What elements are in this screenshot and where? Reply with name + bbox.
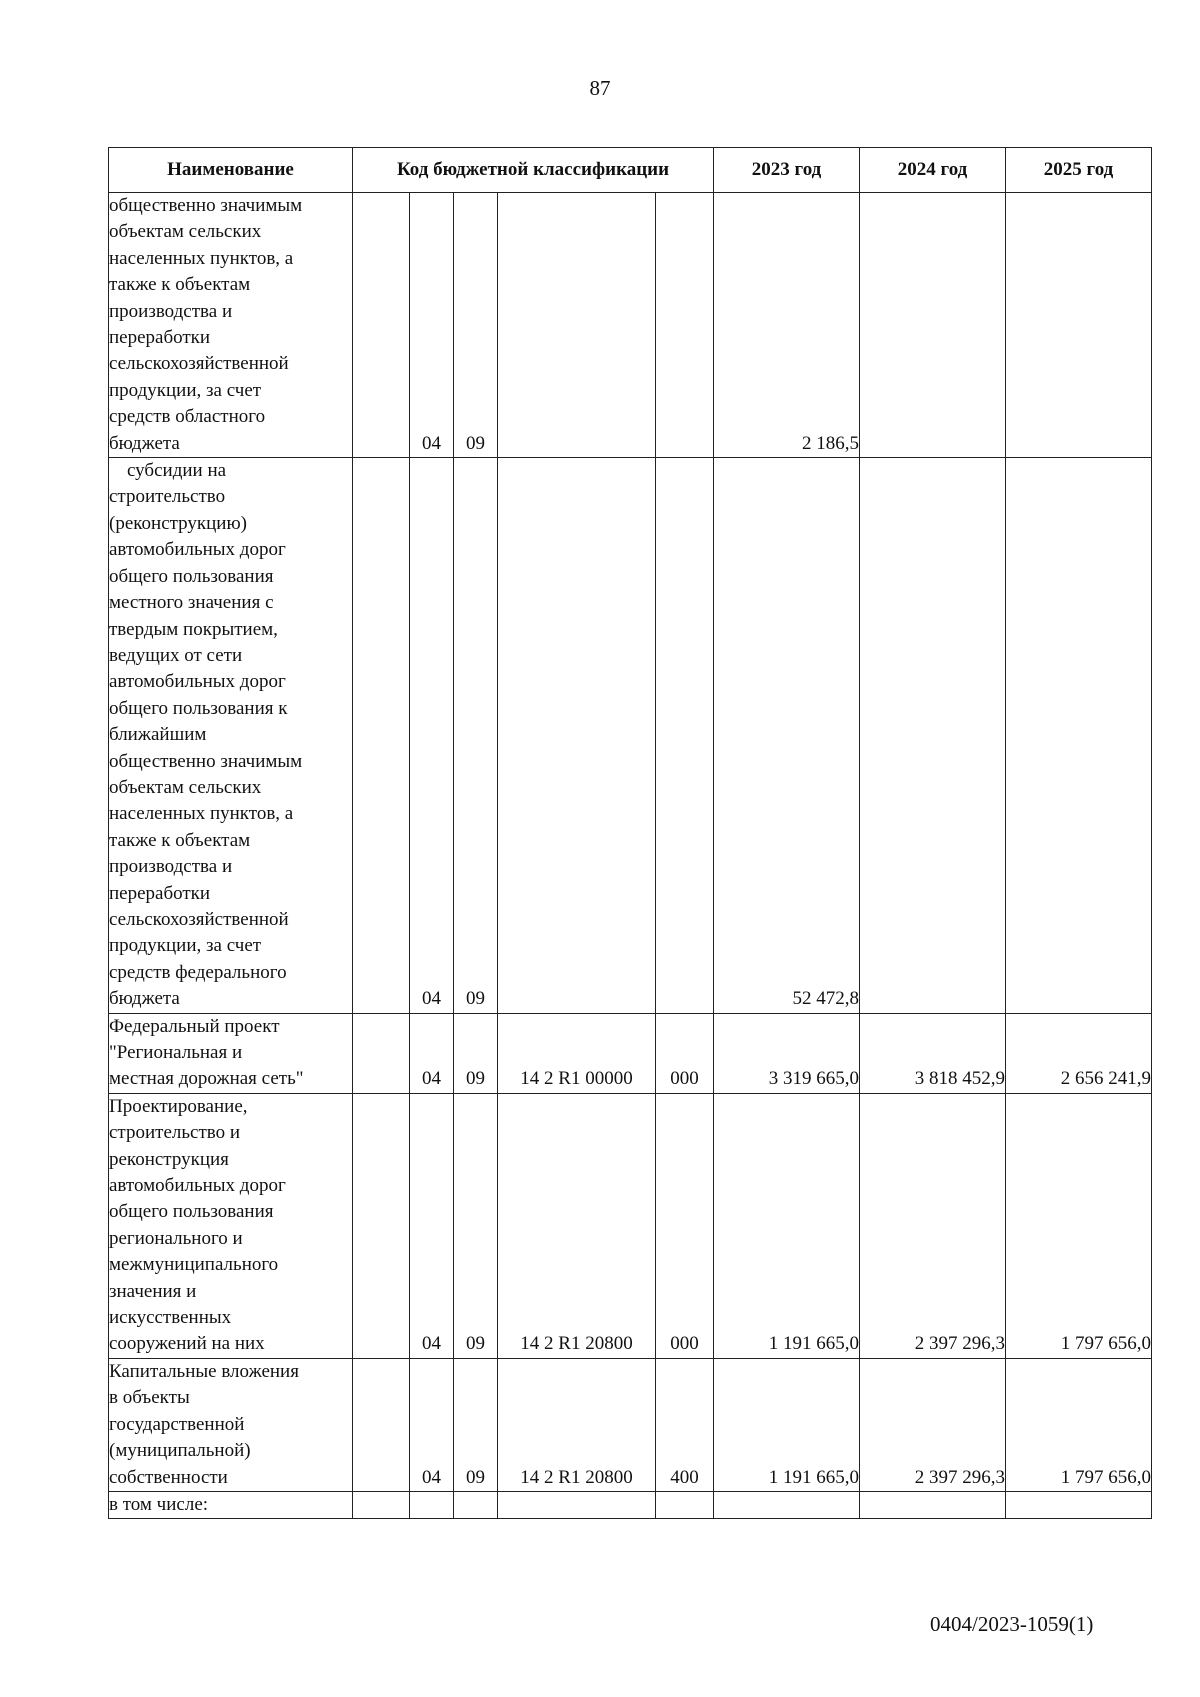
code-cell-c3 [454, 1491, 498, 1518]
row-name-line: бюджета [109, 432, 180, 454]
row-name-line: ближайшим [109, 724, 207, 746]
code-cell-c4: 14 2 R1 20800 [498, 1358, 656, 1491]
code-cell-c4 [498, 458, 656, 1014]
amount-cell-y2025: 1 797 656,0 [1006, 1358, 1152, 1491]
code-cell-c4 [498, 1491, 656, 1518]
row-name-line: в объекты [109, 1387, 190, 1409]
code-cell-c1 [353, 1491, 410, 1518]
code-cell-c2: 04 [410, 1013, 454, 1093]
code-cell-c5: 000 [656, 1013, 714, 1093]
row-name-line: значения и [109, 1280, 197, 1302]
budget-table [108, 147, 1152, 1519]
row-name-line: (реконструкцию) [109, 512, 248, 534]
document-code: 0404/2023-1059(1) [930, 1612, 1094, 1636]
row-name-line: местная дорожная сеть" [109, 1068, 304, 1090]
row-name-line: общего пользования [109, 1201, 274, 1223]
amount-cell-y2023: 2 186,5 [714, 193, 860, 458]
page-number: 87 [589, 76, 611, 100]
amount-cell-y2024: 2 397 296,3 [860, 1358, 1006, 1491]
header-2023: 2023 год [714, 148, 860, 193]
amount-cell-y2025 [1006, 1491, 1152, 1518]
code-cell-c1 [353, 1013, 410, 1093]
code-cell-c2: 04 [410, 1093, 454, 1358]
code-cell-c2: 04 [410, 1358, 454, 1491]
row-name-line: общего пользования [109, 565, 274, 587]
row-name-line: сооружений на них [109, 1333, 265, 1355]
row-name-line: также к объектам [109, 829, 251, 851]
row-name-line: межмуниципального [109, 1254, 279, 1276]
row-name-line: сельскохозяйственной [109, 908, 289, 930]
code-cell-c3: 09 [454, 193, 498, 458]
amount-cell-y2025 [1006, 458, 1152, 1014]
amount-cell-y2024: 2 397 296,3 [860, 1093, 1006, 1358]
row-name-line: средств областного [109, 406, 266, 428]
row-name-line: автомобильных дорог [109, 1175, 286, 1197]
table-row [109, 193, 1152, 458]
code-cell-c3: 09 [454, 1013, 498, 1093]
code-cell-c2: 04 [410, 193, 454, 458]
row-name-line: общественно значимым [109, 750, 303, 772]
row-name-line: общего пользования к [109, 697, 288, 719]
row-name-cell [109, 1013, 353, 1093]
code-cell-c4: 14 2 R1 20800 [498, 1093, 656, 1358]
row-name-line: объектам сельских [109, 776, 262, 798]
amount-cell-y2024 [860, 458, 1006, 1014]
code-cell-c5 [656, 458, 714, 1014]
code-cell-c1 [353, 193, 410, 458]
code-cell-c2: 04 [410, 458, 454, 1014]
row-name-line: общественно значимым [109, 195, 303, 216]
row-name-line: также к объектам [109, 274, 251, 296]
table-row [109, 458, 1152, 1014]
row-name-line: строительство и [109, 1122, 241, 1144]
row-name-line: собственности [109, 1466, 228, 1488]
header-2024: 2024 год [860, 148, 1006, 193]
row-name-cell [109, 1358, 353, 1491]
row-name-cell [109, 1093, 353, 1358]
row-name-line: "Региональная и [109, 1042, 243, 1063]
row-name-line: средств федерального [109, 961, 287, 983]
row-name-cell [109, 1491, 353, 1518]
row-name-line: Федеральный проект [109, 1015, 280, 1037]
table-body [109, 193, 1152, 1519]
header-2025: 2025 год [1006, 148, 1152, 193]
row-name-line: производства и [109, 300, 233, 322]
code-cell-c5: 000 [656, 1093, 714, 1358]
code-cell-c1 [353, 1093, 410, 1358]
row-name-cell [109, 193, 353, 458]
table-row [109, 1093, 1152, 1358]
table-row [109, 1013, 1152, 1093]
row-name-cell [109, 458, 353, 1014]
row-name-line: Капитальные вложения [109, 1360, 299, 1382]
code-cell-c3: 09 [454, 1093, 498, 1358]
amount-cell-y2023: 3 319 665,0 [714, 1013, 860, 1093]
amount-cell-y2024 [860, 193, 1006, 458]
amount-cell-y2025: 2 656 241,9 [1006, 1013, 1152, 1093]
row-name-line: продукции, за счет [109, 935, 262, 957]
row-name-line: населенных пунктов, а [109, 247, 294, 269]
row-name-line: переработки [109, 882, 211, 904]
row-name-line: ведущих от сети [109, 644, 243, 666]
row-name-line: реконструкция [109, 1148, 229, 1170]
header-code: Код бюджетной классификации [353, 148, 714, 193]
amount-cell-y2023: 1 191 665,0 [714, 1358, 860, 1491]
row-name-line: населенных пунктов, а [109, 803, 294, 825]
amount-cell-y2023: 52 472,8 [714, 458, 860, 1014]
row-name-line: сельскохозяйственной [109, 353, 289, 375]
row-name-line: автомобильных дорог [109, 671, 286, 693]
row-name-line: твердым покрытием, [109, 618, 278, 640]
amount-cell-y2023: 1 191 665,0 [714, 1093, 860, 1358]
code-cell-c5 [656, 193, 714, 458]
table-row [109, 1491, 1152, 1518]
code-cell-c4: 14 2 R1 00000 [498, 1013, 656, 1093]
row-name-line: субсидии на [127, 460, 227, 482]
row-name-line: продукции, за счет [109, 379, 262, 401]
row-name-line: автомобильных дорог [109, 539, 286, 561]
row-name-line: в том числе: [109, 1493, 209, 1515]
row-name-line: Проектирование, [109, 1095, 248, 1117]
code-cell-c1 [353, 458, 410, 1014]
row-name-line: бюджета [109, 988, 180, 1010]
code-cell-c3: 09 [454, 1358, 498, 1491]
row-name-line: местного значения с [109, 592, 274, 614]
row-name-line: переработки [109, 327, 211, 349]
code-cell-c4 [498, 193, 656, 458]
amount-cell-y2025 [1006, 193, 1152, 458]
table-row [109, 1358, 1152, 1491]
code-cell-c3: 09 [454, 458, 498, 1014]
row-name-line: объектам сельских [109, 221, 262, 243]
row-name-line: строительство [109, 486, 226, 508]
code-cell-c5: 400 [656, 1358, 714, 1491]
code-cell-c1 [353, 1358, 410, 1491]
header-name: Наименование [109, 148, 353, 193]
table-header-row [109, 148, 1152, 193]
code-cell-c5 [656, 1491, 714, 1518]
row-name-line: (муниципальной) [109, 1440, 251, 1462]
row-name-line: производства и [109, 856, 233, 878]
amount-cell-y2025: 1 797 656,0 [1006, 1093, 1152, 1358]
amount-cell-y2024: 3 818 452,9 [860, 1013, 1006, 1093]
code-cell-c2 [410, 1491, 454, 1518]
row-name-line: искусственных [109, 1307, 232, 1329]
row-name-line: регионального и [109, 1227, 243, 1249]
row-name-line: государственной [109, 1413, 245, 1435]
amount-cell-y2023 [714, 1491, 860, 1518]
amount-cell-y2024 [860, 1491, 1006, 1518]
